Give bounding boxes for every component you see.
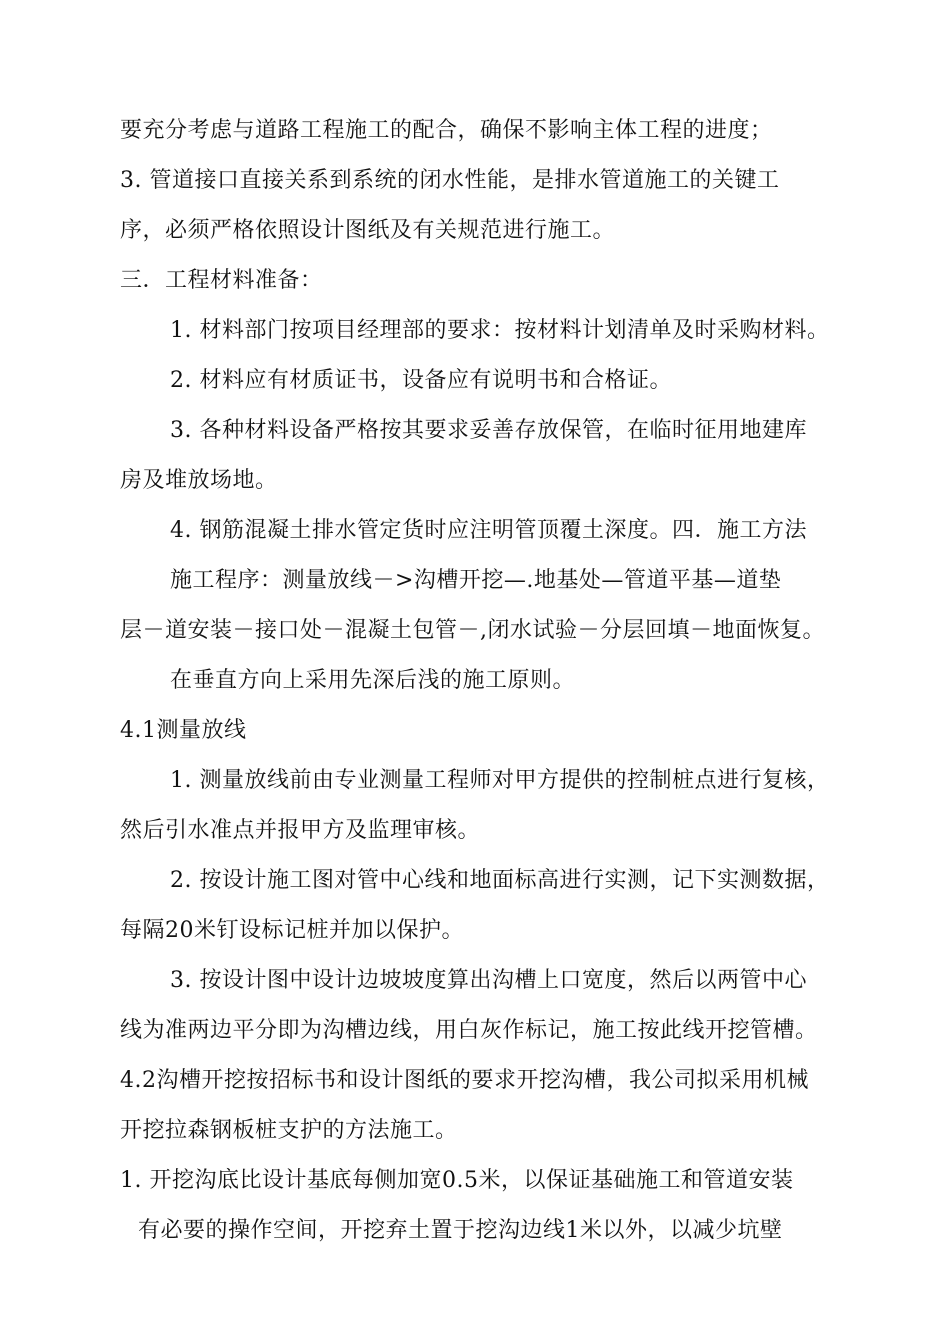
list-item: 2. 按设计施工图对管中心线和地面标高进行实测，记下实测数据，	[170, 868, 830, 893]
list-item: 2. 材料应有材质证书，设备应有说明书和合格证。	[170, 368, 672, 393]
list-item: 4. 钢筋混凝土排水管定货时应注明管顶覆土深度。四．施工方法	[170, 518, 807, 543]
paragraph-line: 在垂直方向上采用先深后浅的施工原则。	[170, 668, 576, 693]
section-heading: 三．工程材料准备：	[120, 268, 323, 293]
list-item: 3. 按设计图中设计边坡坡度算出沟槽上口宽度，然后以两管中心	[170, 968, 807, 993]
paragraph-line: 层－道安装－接口处－混凝土包管－,闭水试验－分层回填－地面恢复。	[120, 618, 825, 643]
paragraph-line: 房及堆放场地。	[120, 468, 278, 493]
paragraph-line: 要充分考虑与道路工程施工的配合，确保不影响主体工程的进度；	[120, 118, 773, 143]
subsection-heading: 4.2沟槽开挖按招标书和设计图纸的要求开挖沟槽，我公司拟采用机械	[120, 1068, 809, 1093]
list-item: 1. 开挖沟底比设计基底每侧加宽0.5米，以保证基础施工和管道安装	[120, 1168, 794, 1193]
paragraph-line: 施工程序：测量放线－>沟槽开挖—.地基处—管道平基—道垫	[170, 568, 782, 593]
paragraph-line: 然后引水准点并报甲方及监理审核。	[120, 818, 481, 843]
list-item: 3. 各种材料设备严格按其要求妥善存放保管，在临时征用地建库	[170, 418, 807, 443]
list-item: 1. 材料部门按项目经理部的要求：按材料计划清单及时采购材料。	[170, 318, 830, 343]
paragraph-line: 序，必须严格依照设计图纸及有关规范进行施工。	[120, 218, 616, 243]
paragraph-line: 3. 管道接口直接关系到系统的闭水性能，是排水管道施工的关键工	[120, 168, 780, 193]
paragraph-line: 开挖拉森钢板桩支护的方法施工。	[120, 1118, 458, 1143]
subsection-heading: 4.1测量放线	[120, 718, 247, 743]
paragraph-line: 每隔20米钉设标记桩并加以保护。	[120, 918, 464, 943]
list-item: 1. 测量放线前由专业测量工程师对甲方提供的控制桩点进行复核，	[170, 768, 830, 793]
paragraph-line: 有必要的操作空间，开挖弃土置于挖沟边线1米以外，以减少坑壁	[138, 1218, 783, 1243]
paragraph-line: 线为准两边平分即为沟槽边线，用白灰作标记，施工按此线开挖管槽。	[120, 1018, 818, 1043]
